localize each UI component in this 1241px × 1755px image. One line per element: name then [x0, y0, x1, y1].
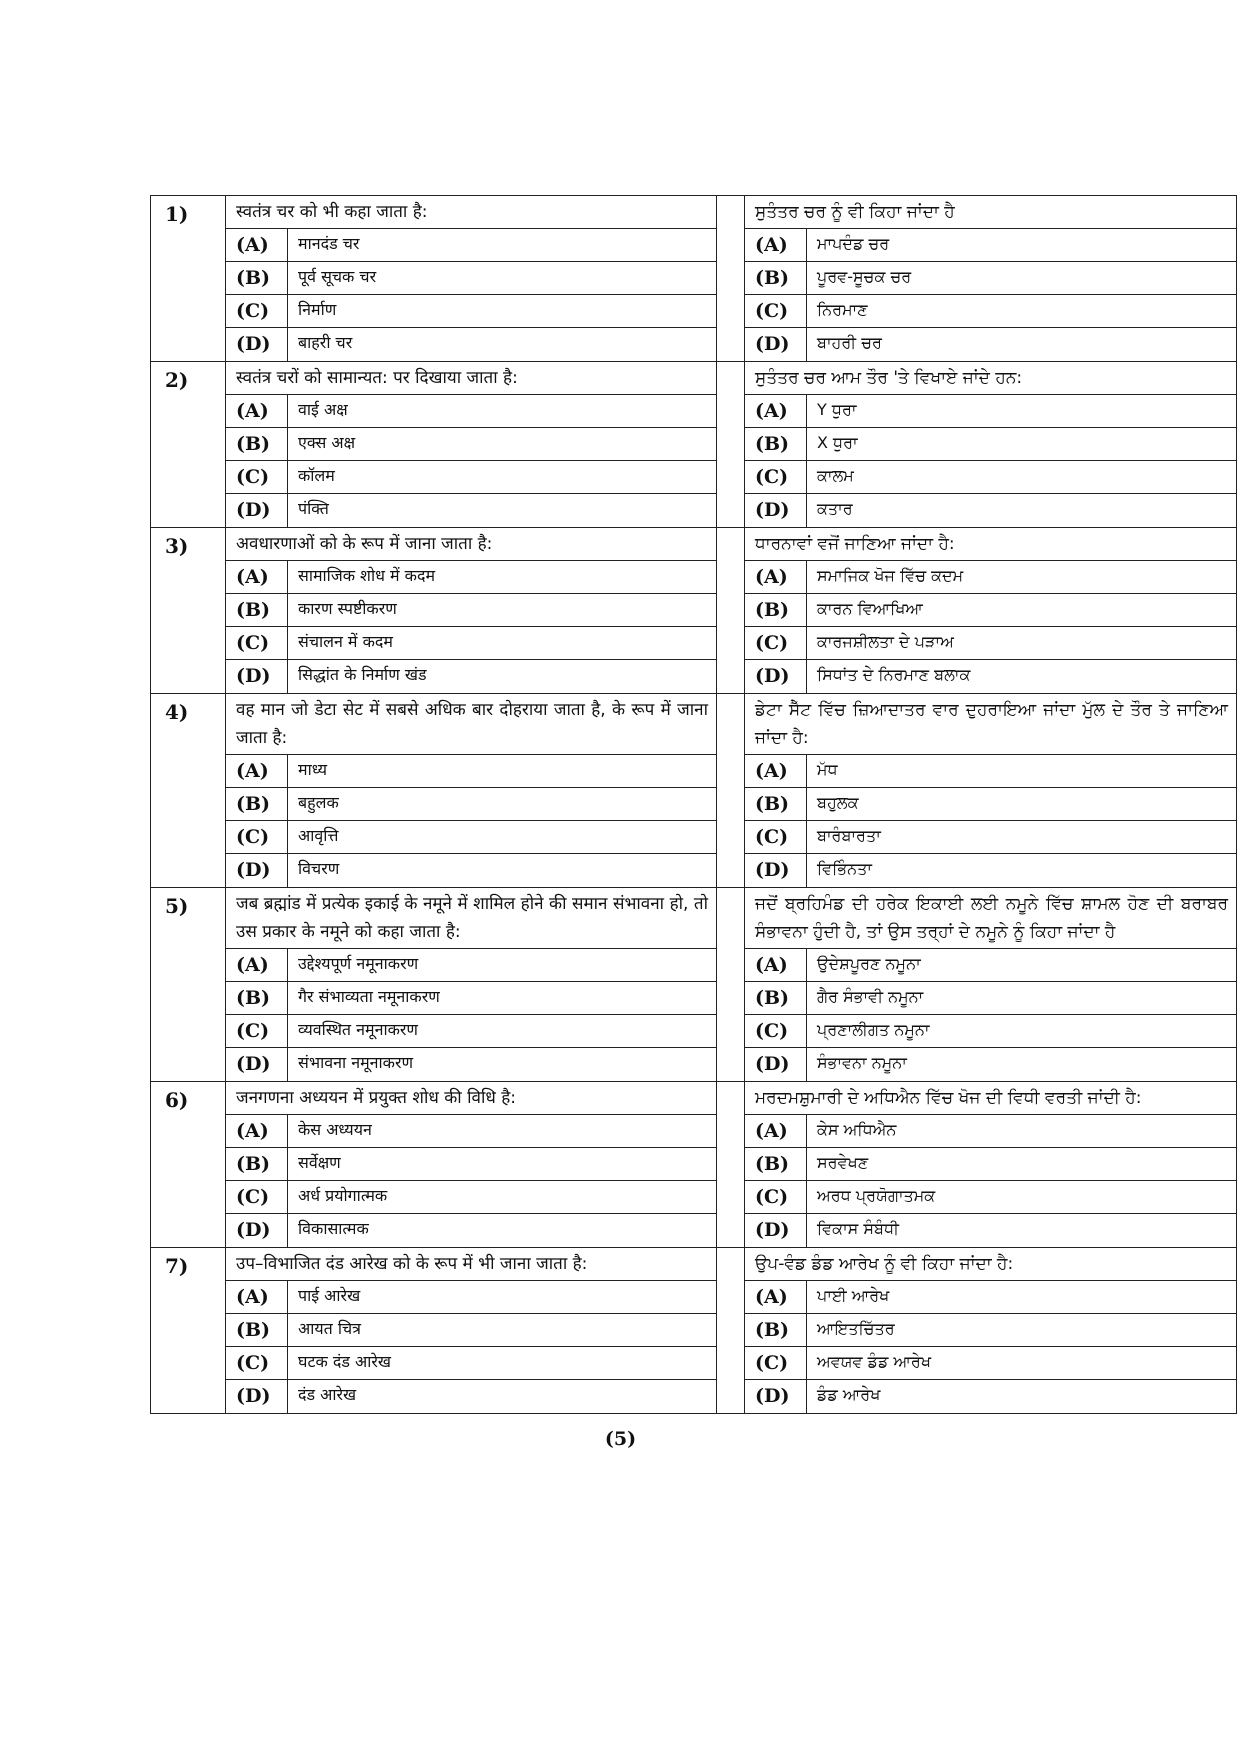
- option-row: [226, 561, 716, 594]
- punjabi-column: [745, 362, 1236, 527]
- option-text: अर्ध प्रयोगात्मक: [298, 1186, 388, 1205]
- option-text: ਗੈਰ ਸੰਭਾਵੀ ਨਮੂਨਾ: [817, 987, 924, 1006]
- option-label: (B): [745, 982, 807, 1014]
- option-row: [226, 949, 716, 982]
- hindi-column: [226, 196, 717, 361]
- option-row: [745, 1181, 1236, 1214]
- option-label: (A): [226, 949, 288, 981]
- option-row: [745, 854, 1236, 887]
- punjabi-question-text: ਮਰਦਮਸ਼ੁਮਾਰੀ ਦੇ ਅਧਿਐਨ ਵਿੱਚ ਖੋਜ ਦੀ ਵਿਧੀ ਵਰਤੀ ਜਾਂਦੀ ਹੈ:: [745, 1082, 1236, 1115]
- option-label: (B): [226, 428, 288, 460]
- hindi-question-text: स्वतंत्र चर को भी कहा जाता है:: [226, 196, 716, 229]
- option-row: [745, 627, 1236, 660]
- option-label: (C): [745, 461, 807, 493]
- option-row: [745, 395, 1236, 428]
- option-text: आयत चित्र: [298, 1319, 361, 1338]
- column-divider: [717, 888, 745, 1081]
- option-label: (B): [226, 1314, 288, 1346]
- hindi-question-text: स्वतंत्र चरों को सामान्यत: पर दिखाया जाता है:: [226, 362, 716, 395]
- option-row: [226, 262, 716, 295]
- question-number: 6): [151, 1082, 226, 1247]
- option-text: ਪੂਰਵ-ਸੂਚਕ ਚਰ: [817, 267, 912, 286]
- option-label: (C): [226, 1015, 288, 1047]
- question-block: [151, 196, 1236, 362]
- option-label: (D): [226, 1214, 288, 1247]
- option-text: संचालन में कदम: [298, 632, 393, 651]
- option-label: (B): [745, 1148, 807, 1180]
- column-divider: [717, 196, 745, 361]
- option-label: (C): [226, 461, 288, 493]
- question-number: 5): [151, 888, 226, 1081]
- punjabi-column: [745, 694, 1236, 887]
- option-text: व्यवस्थित नमूनाकरण: [298, 1020, 418, 1039]
- option-label: (D): [745, 494, 807, 527]
- option-text: ਵਿਭਿੰਨਤਾ: [817, 859, 872, 878]
- option-label: (C): [226, 821, 288, 853]
- option-label: (A): [745, 949, 807, 981]
- option-row: [745, 660, 1236, 693]
- question-number: 1): [151, 196, 226, 361]
- option-row: [226, 1347, 716, 1380]
- option-label: (B): [226, 262, 288, 294]
- option-row: [226, 1148, 716, 1181]
- option-label: (A): [745, 755, 807, 787]
- option-text: आवृत्ति: [298, 826, 339, 845]
- option-row: [745, 428, 1236, 461]
- option-row: [226, 627, 716, 660]
- option-text: कॉलम: [298, 466, 335, 485]
- option-row: [226, 328, 716, 361]
- hindi-question-text: उप–विभाजित दंड आरेख को के रूप में भी जाना जाता है:: [226, 1248, 716, 1281]
- option-text: ਪ੍ਰਣਾਲੀਗਤ ਨਮੂਨਾ: [817, 1020, 930, 1039]
- option-row: [226, 788, 716, 821]
- option-text: वाई अक्ष: [298, 400, 348, 419]
- question-number: 4): [151, 694, 226, 887]
- option-text: विकासात्मक: [298, 1219, 369, 1238]
- hindi-question-text: अवधारणाओं को के रूप में जाना जाता है:: [226, 528, 716, 561]
- option-text: मानदंड चर: [298, 234, 360, 253]
- option-label: (A): [226, 229, 288, 261]
- column-divider: [717, 528, 745, 693]
- option-label: (D): [745, 1048, 807, 1081]
- option-text: ਕਾਰਨ ਵਿਆਖਿਆ: [817, 599, 923, 618]
- option-text: पूर्व सूचक चर: [298, 267, 377, 286]
- option-label: (A): [745, 229, 807, 261]
- option-row: [745, 561, 1236, 594]
- hindi-question-text: जब ब्रह्मांड में प्रत्येक इकाई के नमूने में शामिल होने की समान संभावना हो, तो उस प्रकार के नमूने को कहा जाता है:: [226, 888, 716, 949]
- option-row: [745, 788, 1236, 821]
- option-row: [745, 949, 1236, 982]
- question-block: [151, 1248, 1236, 1414]
- page-number: (5): [604, 1428, 637, 1450]
- option-row: [745, 1115, 1236, 1148]
- option-text: बाहरी चर: [298, 333, 353, 352]
- option-label: (C): [745, 1347, 807, 1379]
- option-label: (D): [226, 1380, 288, 1413]
- option-row: [226, 854, 716, 887]
- hindi-column: [226, 528, 717, 693]
- option-label: (C): [226, 295, 288, 327]
- option-label: (D): [226, 660, 288, 693]
- option-row: [745, 1314, 1236, 1347]
- option-text: पंक्ति: [298, 499, 329, 518]
- option-text: ਬਾਰੰਬਾਰਤਾ: [817, 826, 881, 845]
- hindi-column: [226, 1248, 717, 1413]
- option-text: ਅਵਯਵ ਡੰਡ ਆਰੇਖ: [817, 1352, 931, 1371]
- punjabi-question-text: ਜਦੋਂ ਬ੍ਰਹਿਮੰਡ ਦੀ ਹਰੇਕ ਇਕਾਈ ਲਈ ਨਮੂਨੇ ਵਿੱਚ ਸ਼ਾਮਲ ਹੋਣ ਦੀ ਬਰਾਬਰ ਸੰਭਾਵਨਾ ਹੁੰਦੀ ਹੈ, ਤਾਂ ਉਸ ਤਰ੍ਹਾਂ ਦੇ ਨਮੂਨੇ ਨੂੰ ਕਿਹਾ ਜਾਂਦਾ ਹੈ: [745, 888, 1236, 949]
- option-text: पाई आरेख: [298, 1286, 361, 1305]
- option-label: (A): [745, 1281, 807, 1313]
- question-number: 7): [151, 1248, 226, 1413]
- punjabi-column: [745, 196, 1236, 361]
- option-text: ਸਿਧਾਂਤ ਦੇ ਨਿਰਮਾਣ ਬਲਾਕ: [817, 665, 971, 684]
- option-text: निर्माण: [298, 300, 337, 319]
- punjabi-question-text: ਧਾਰਨਾਵਾਂ ਵਜੋਂ ਜਾਣਿਆ ਜਾਂਦਾ ਹੈ:: [745, 528, 1236, 561]
- option-label: (B): [226, 1148, 288, 1180]
- question-block: [151, 1082, 1236, 1248]
- option-row: [745, 982, 1236, 1015]
- punjabi-question-text: ਸੁਤੰਤਰ ਚਰ ਆਮ ਤੌਰ 'ਤੇ ਵਿਖਾਏ ਜਾਂਦੇ ਹਨ:: [745, 362, 1236, 395]
- option-row: [745, 1380, 1236, 1413]
- option-text: ਕੇਸ ਅਧਿਐਨ: [817, 1120, 897, 1139]
- option-row: [226, 1048, 716, 1081]
- option-label: (D): [745, 854, 807, 887]
- question-table: [150, 195, 1237, 1414]
- option-text: सामाजिक शोध में कदम: [298, 566, 436, 585]
- option-text: ਆਇਤਚਿੱਤਰ: [817, 1319, 895, 1338]
- option-text: ਬਹੁਲਕ: [817, 793, 859, 812]
- punjabi-question-text: ਉਪ-ਵੰਡ ਡੰਡ ਆਰੇਖ ਨੂੰ ਵੀ ਕਿਹਾ ਜਾਂਦਾ ਹੈ:: [745, 1248, 1236, 1281]
- option-row: [745, 594, 1236, 627]
- punjabi-column: [745, 1082, 1236, 1247]
- hindi-column: [226, 1082, 717, 1247]
- option-row: [745, 229, 1236, 262]
- option-label: (A): [745, 395, 807, 427]
- option-label: (B): [745, 1314, 807, 1346]
- option-row: [745, 494, 1236, 527]
- option-text: ਨਿਰਮਾਣ: [817, 300, 868, 319]
- column-divider: [717, 694, 745, 887]
- option-text: सर्वेक्षण: [298, 1153, 341, 1172]
- option-row: [745, 1347, 1236, 1380]
- option-row: [745, 295, 1236, 328]
- option-row: [226, 821, 716, 854]
- option-label: (B): [745, 262, 807, 294]
- option-label: (C): [226, 627, 288, 659]
- option-row: [226, 660, 716, 693]
- option-row: [745, 1281, 1236, 1314]
- column-divider: [717, 362, 745, 527]
- option-label: (B): [226, 982, 288, 1014]
- question-block: [151, 694, 1236, 888]
- option-text: ਬਾਹਰੀ ਚਰ: [817, 333, 882, 352]
- option-label: (C): [745, 1181, 807, 1213]
- option-label: (D): [226, 854, 288, 887]
- option-row: [226, 1281, 716, 1314]
- option-text: विचरण: [298, 859, 340, 878]
- option-row: [745, 1214, 1236, 1247]
- option-row: [745, 755, 1236, 788]
- option-text: ਕਤਾਰ: [817, 499, 853, 518]
- option-row: [226, 494, 716, 527]
- question-block: [151, 362, 1236, 528]
- hindi-column: [226, 362, 717, 527]
- option-label: (D): [745, 660, 807, 693]
- option-row: [226, 1181, 716, 1214]
- option-text: ਸਮਾਜਿਕ ਖੋਜ ਵਿੱਚ ਕਦਮ: [817, 566, 964, 585]
- option-label: (A): [226, 1115, 288, 1147]
- option-row: [226, 1314, 716, 1347]
- option-row: [226, 1015, 716, 1048]
- option-label: (C): [745, 295, 807, 327]
- option-label: (C): [226, 1347, 288, 1379]
- option-text: दंड आरेख: [298, 1385, 357, 1404]
- option-row: [226, 1380, 716, 1413]
- question-number: 3): [151, 528, 226, 693]
- option-label: (D): [745, 328, 807, 361]
- option-text: ਕਾਰਜਸ਼ੀਲਤਾ ਦੇ ਪੜਾਅ: [817, 632, 954, 651]
- option-text: ਮੱਧ: [817, 760, 838, 779]
- option-row: [745, 461, 1236, 494]
- punjabi-column: [745, 1248, 1236, 1413]
- option-text: Y ਧੁਰਾ: [817, 400, 857, 419]
- option-row: [226, 229, 716, 262]
- option-text: कारण स्पष्टीकरण: [298, 599, 397, 618]
- option-label: (A): [745, 561, 807, 593]
- punjabi-column: [745, 888, 1236, 1081]
- option-row: [226, 1115, 716, 1148]
- option-row: [745, 821, 1236, 854]
- option-label: (A): [226, 755, 288, 787]
- option-text: बहुलक: [298, 793, 339, 812]
- option-text: ਡੰਡ ਆਰੇਖ: [817, 1385, 881, 1404]
- punjabi-question-text: ਸੁਤੰਤਰ ਚਰ ਨੂੰ ਵੀ ਕਿਹਾ ਜਾਂਦਾ ਹੈ: [745, 196, 1236, 229]
- option-text: सिद्धांत के निर्माण खंड: [298, 665, 427, 684]
- option-row: [226, 982, 716, 1015]
- option-label: (D): [226, 328, 288, 361]
- option-text: उद्देश्यपूर्ण नमूनाकरण: [298, 954, 419, 973]
- option-text: ਸਰਵੇਖਣ: [817, 1153, 869, 1172]
- option-text: ਮਾਪਦੰਡ ਚਰ: [817, 234, 890, 253]
- option-text: ਅਰਧ ਪ੍ਰਯੋਗਾਤਮਕ: [817, 1186, 936, 1205]
- option-text: ਸੰਭਾਵਨਾ ਨਮੂਨਾ: [817, 1053, 907, 1072]
- option-row: [226, 1214, 716, 1247]
- option-row: [226, 461, 716, 494]
- option-label: (C): [745, 1015, 807, 1047]
- punjabi-question-text: ਡੇਟਾ ਸੈੱਟ ਵਿੱਚ ਜ਼ਿਆਦਾਤਰ ਵਾਰ ਦੁਹਰਾਇਆ ਜਾਂਦਾ ਮੁੱਲ ਦੇ ਤੌਰ ਤੇ ਜਾਣਿਆ ਜਾਂਦਾ ਹੈ:: [745, 694, 1236, 755]
- question-block: [151, 528, 1236, 694]
- option-label: (A): [226, 561, 288, 593]
- option-row: [745, 262, 1236, 295]
- option-row: [226, 428, 716, 461]
- option-label: (B): [226, 788, 288, 820]
- option-text: संभावना नमूनाकरण: [298, 1053, 414, 1072]
- option-label: (A): [226, 395, 288, 427]
- option-row: [745, 1015, 1236, 1048]
- option-text: ਪਾਈ ਆਰੇਖ: [817, 1286, 890, 1305]
- option-label: (B): [745, 788, 807, 820]
- column-divider: [717, 1248, 745, 1413]
- option-label: (D): [745, 1380, 807, 1413]
- option-text: एक्स अक्ष: [298, 433, 356, 452]
- option-label: (C): [226, 1181, 288, 1213]
- hindi-question-text: जनगणना अध्ययन में प्रयुक्त शोध की विधि है:: [226, 1082, 716, 1115]
- question-block: [151, 888, 1236, 1082]
- option-row: [226, 295, 716, 328]
- option-row: [226, 755, 716, 788]
- option-label: (B): [745, 594, 807, 626]
- question-number: 2): [151, 362, 226, 527]
- option-text: केस अध्ययन: [298, 1120, 372, 1139]
- option-label: (D): [226, 1048, 288, 1081]
- hindi-question-text: वह मान जो डेटा सेट में सबसे अधिक बार दोहराया जाता है, के रूप में जाना जाता है:: [226, 694, 716, 755]
- option-text: ਕਾਲਮ: [817, 466, 854, 485]
- option-label: (D): [745, 1214, 807, 1247]
- option-label: (B): [226, 594, 288, 626]
- hindi-column: [226, 694, 717, 887]
- hindi-column: [226, 888, 717, 1081]
- punjabi-column: [745, 528, 1236, 693]
- option-row: [745, 1048, 1236, 1081]
- option-text: X ਧੁਰਾ: [817, 433, 858, 452]
- option-row: [226, 594, 716, 627]
- option-text: माध्य: [298, 760, 328, 779]
- option-label: (B): [745, 428, 807, 460]
- option-label: (A): [745, 1115, 807, 1147]
- option-text: ਵਿਕਾਸ ਸੰਬੰਧੀ: [817, 1219, 899, 1238]
- option-row: [226, 395, 716, 428]
- option-text: ਉਦੇਸ਼ਪੂਰਣ ਨਮੂਨਾ: [817, 954, 921, 973]
- option-row: [745, 1148, 1236, 1181]
- option-label: (D): [226, 494, 288, 527]
- option-text: घटक दंड आरेख: [298, 1352, 392, 1371]
- option-text: गैर संभाव्यता नमूनाकरण: [298, 987, 440, 1006]
- option-label: (C): [745, 821, 807, 853]
- option-row: [745, 328, 1236, 361]
- column-divider: [717, 1082, 745, 1247]
- option-label: (A): [226, 1281, 288, 1313]
- option-label: (C): [745, 627, 807, 659]
